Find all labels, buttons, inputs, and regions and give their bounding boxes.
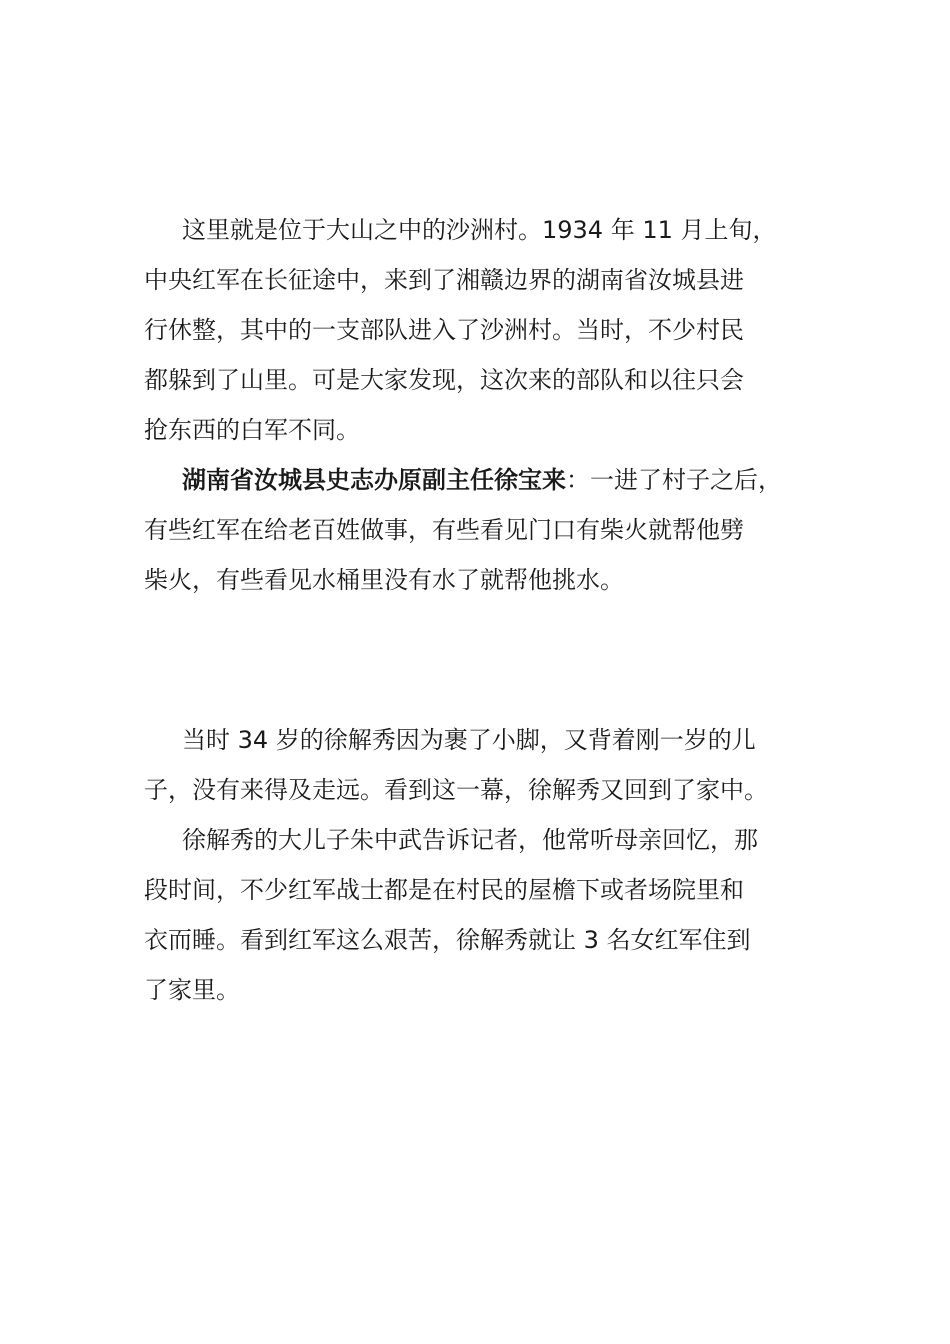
paragraph-line: 段时间，不少红军战士都是在村民的屋檐下或者场院里和 [144, 876, 744, 904]
paragraph-line: 了家里。 [144, 976, 240, 1004]
paragraph-line: 中央红军在长征途中，来到了湘赣边界的湖南省汝城县进 [144, 266, 744, 294]
paragraph-xu-jiexiu [144, 715, 814, 815]
paragraph-line: 徐解秀的大儿子朱中武告诉记者，他常听母亲回忆，那 [182, 826, 758, 854]
paragraph-line: 这里就是位于大山之中的沙洲村。1934 年 11 月上旬， [182, 216, 777, 244]
text-section-2 [144, 715, 814, 1015]
paragraph-line: 当时 34 岁的徐解秀因为裹了小脚，又背着刚一岁的儿 [182, 726, 756, 754]
paragraph-line: 都躲到了山里。可是大家发现，这次来的部队和以往只会 [144, 366, 744, 394]
paragraph-line: 柴火，有些看见水桶里没有水了就帮他挑水。 [144, 566, 624, 594]
paragraph-line [144, 455, 814, 505]
text-section-1 [144, 205, 814, 605]
speaker-name: 湖南省汝城县史志办原副主任徐宝来 [182, 466, 566, 494]
paragraph-village-intro [144, 205, 814, 455]
paragraph-son-recollection [144, 815, 814, 1015]
paragraph-line: 衣而睡。看到红军这么艰苦，徐解秀就让 3 名女红军住到 [144, 926, 751, 954]
paragraph-interview-quote [144, 455, 814, 605]
paragraph-line: 有些红军在给老百姓做事，有些看见门口有柴火就帮他劈 [144, 516, 744, 544]
paragraph-line: 子，没有来得及走远。看到这一幕，徐解秀又回到了家中。 [144, 776, 768, 804]
quote-text: ：一进了村子之后， [566, 466, 782, 494]
paragraph-line: 抢东西的白军不同。 [144, 416, 360, 444]
paragraph-line: 行休整，其中的一支部队进入了沙洲村。当时，不少村民 [144, 316, 744, 344]
